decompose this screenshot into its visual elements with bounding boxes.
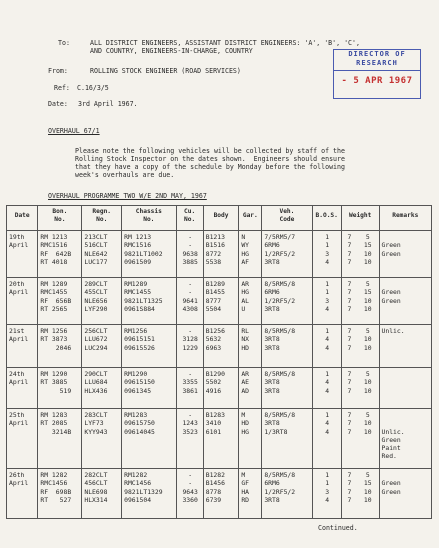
received-stamp (333, 49, 421, 99)
row-bon: RM 1213 RMC1516 RF 642B RT 4018 (40, 233, 72, 266)
row-date: 21st April (9, 327, 29, 344)
overhaul-programme-table (6, 205, 432, 519)
ref-label: Ref: (54, 84, 70, 92)
table-row (7, 409, 432, 469)
body-line-1: Please note the following vehicles will be collected by staff of the (75, 147, 345, 155)
header-bon: Bon. No. (38, 206, 82, 231)
table-row (7, 368, 432, 409)
row-code: 8/5RM5/8 3RT8 1/3RT8 (264, 411, 296, 436)
row-bos: 1 4 4 (325, 411, 330, 436)
row-chassis: RM1256 09615151 09615526 (124, 327, 155, 352)
row-cu: - - 9643 3360 (182, 471, 198, 504)
header-date: Date (7, 206, 38, 231)
row-weight-tons: 7 7 7 (347, 370, 352, 395)
header-gar: Gar. (239, 206, 262, 231)
header-cu: Cu. No. (176, 206, 203, 231)
row-regn: 256CLT LLU672 LUC294 (84, 327, 108, 352)
row-remarks: Unlic. Green Paint Red. (381, 427, 405, 461)
body-line-3: that they have a copy of the schedule by Monday before the following (75, 163, 345, 171)
row-weight-tons: 7 7 7 7 (347, 233, 352, 266)
row-gar: AR AE AD (241, 370, 250, 395)
table-row (7, 469, 432, 519)
row-weight-cwt: 5 15 10 10 (363, 233, 372, 266)
row-gar: N WY HG AF (241, 233, 250, 266)
continued-note: Continued. (318, 524, 358, 532)
table-header-row (7, 206, 432, 231)
row-body: B1256 5632 6963 (205, 327, 225, 352)
row-weight-cwt: 5 10 10 (363, 411, 372, 436)
row-remarks (380, 368, 431, 370)
row-bon: RM 1289 RMC1455 RF 656B RT 2565 (40, 280, 72, 313)
row-date: 19th April (9, 233, 29, 250)
date-label: Date: (48, 100, 68, 108)
row-remarks: Green Green (381, 479, 401, 496)
row-chassis: RM1282 RMC1456 9821LT1329 0961504 (124, 471, 163, 504)
row-cu: - 3355 3861 (182, 370, 198, 395)
header-regn: Regn. No. (82, 206, 122, 231)
row-gar: RL NX HD (241, 327, 250, 352)
row-regn: 282CLT 456CLT NLE698 HLX314 (84, 471, 108, 504)
header-remarks: Remarks (379, 206, 431, 231)
row-gar: M HD HG (241, 411, 250, 436)
stamp-date: - 5 APR 1967 (341, 76, 413, 86)
row-cu: - - 9638 3885 (182, 233, 198, 266)
row-weight-cwt: 5 15 10 10 (363, 471, 372, 504)
row-weight-cwt: 5 10 10 (363, 370, 372, 395)
row-regn: 213CLT 516CLT NLE642 LUC177 (84, 233, 108, 266)
row-weight-tons: 7 7 7 (347, 327, 352, 352)
to-line-2: AND COUNTRY, ENGINEERS-IN-CHARGE, COUNTRY (90, 47, 253, 55)
row-weight-tons: 7 7 7 (347, 411, 352, 436)
row-date: 20th April (9, 280, 29, 297)
ref-value: C.16/3/5 (77, 84, 109, 92)
from-label: From: (48, 67, 68, 75)
row-bos: 1 1 3 4 (325, 471, 330, 504)
row-code: 7/5RM5/7 6RM6 1/2RF5/2 3RT8 (264, 233, 296, 266)
row-code: 8/5RM5/8 3RT8 3RT8 (264, 327, 296, 352)
row-bon: RM 1283 RT 2085 3214B (40, 411, 72, 436)
row-gar: M GF HA RD (241, 471, 250, 504)
body-line-4: week's overhauls are due. (75, 171, 175, 179)
from-value: ROLLING STOCK ENGINEER (ROAD SERVICES) (90, 67, 241, 75)
row-bos: 1 4 4 (325, 327, 330, 352)
row-weight-tons: 7 7 7 7 (347, 471, 352, 504)
row-code: 8/5RM5/8 6RM6 1/2RF5/2 3RT8 (264, 280, 296, 313)
row-body: B1282 B1456 8778 6739 (205, 471, 225, 504)
programme-title: OVERHAUL PROGRAMME TWO W/E 2ND MAY, 1967 (48, 192, 207, 200)
row-weight-cwt: 5 15 10 10 (363, 280, 372, 313)
header-weight: Weight (341, 206, 379, 231)
row-bon: RM 1256 RT 3873 2046 (40, 327, 72, 352)
date-value: 3rd April 1967. (78, 100, 138, 108)
row-weight-tons: 7 7 7 7 (347, 280, 352, 313)
row-chassis: RM1290 09615150 0961345 (124, 370, 155, 395)
row-remarks: Unlic. (381, 327, 405, 335)
row-body: B1213 B1516 8772 5538 (205, 233, 225, 266)
stamp-line-2: RESEARCH (334, 59, 420, 71)
row-weight-cwt: 5 10 10 (363, 327, 372, 352)
row-chassis: RM1289 RMC1455 9821LT1325 0961S884 (124, 280, 163, 313)
row-bon: RM 1282 RMC1456 RF 698B RT 527 (40, 471, 72, 504)
row-regn: 289CLT 455CLT NLE656 LYF290 (84, 280, 108, 313)
row-code: 8/5RM5/8 3RT8 3RT8 (264, 370, 296, 395)
row-cu: - 3128 1229 (182, 327, 198, 352)
row-date: 26th April (9, 471, 29, 488)
row-regn: 283CLT LYF73 KYY943 (84, 411, 108, 436)
header-bos: B.O.S. (312, 206, 341, 231)
row-body: B1290 5502 4916 (205, 370, 225, 395)
row-cu: - - 9641 4308 (182, 280, 198, 313)
row-chassis: RM1283 09615750 09614045 (124, 411, 155, 436)
to-label: To: (58, 39, 70, 47)
row-bos: 1 4 4 (325, 370, 330, 395)
header-chassis: Chassis No. (122, 206, 176, 231)
row-remarks: Green Green (381, 241, 401, 258)
table-row (7, 231, 432, 278)
row-regn: 290CLT LLU684 HLX436 (84, 370, 108, 395)
row-body: B1283 3410 6101 (205, 411, 225, 436)
header-body: Body (203, 206, 239, 231)
row-body: B1289 B1455 8777 5504 (205, 280, 225, 313)
overhaul-title: OVERHAUL 67/1 (48, 127, 100, 135)
table-row (7, 325, 432, 368)
row-cu: - 1243 3523 (182, 411, 198, 436)
stamp-line-1: DIRECTOR OF (348, 50, 406, 58)
row-chassis: RM 1213 RMC1516 9821LT1002 0961509 (124, 233, 163, 266)
header-code: Veh. Code (262, 206, 312, 231)
to-line-1: ALL DISTRICT ENGINEERS, ASSISTANT DISTRICT ENGINEERS: 'A', 'B', 'C', (90, 39, 360, 47)
row-bos: 1 1 3 4 (325, 233, 330, 266)
row-code: 8/5RM5/8 6RM6 1/2RF5/2 3RT8 (264, 471, 296, 504)
table-row (7, 278, 432, 325)
row-gar: AR HG AL U (241, 280, 250, 313)
row-remarks: Green Green (381, 288, 401, 305)
body-line-2: Rolling Stock Inspector on the dates shown. Engineers should ensure (75, 155, 345, 163)
row-bos: 1 1 3 4 (325, 280, 330, 313)
row-bon: RM 1290 RT 3885 519 (40, 370, 72, 395)
row-date: 24th April (9, 370, 29, 387)
row-date: 25th April (9, 411, 29, 428)
